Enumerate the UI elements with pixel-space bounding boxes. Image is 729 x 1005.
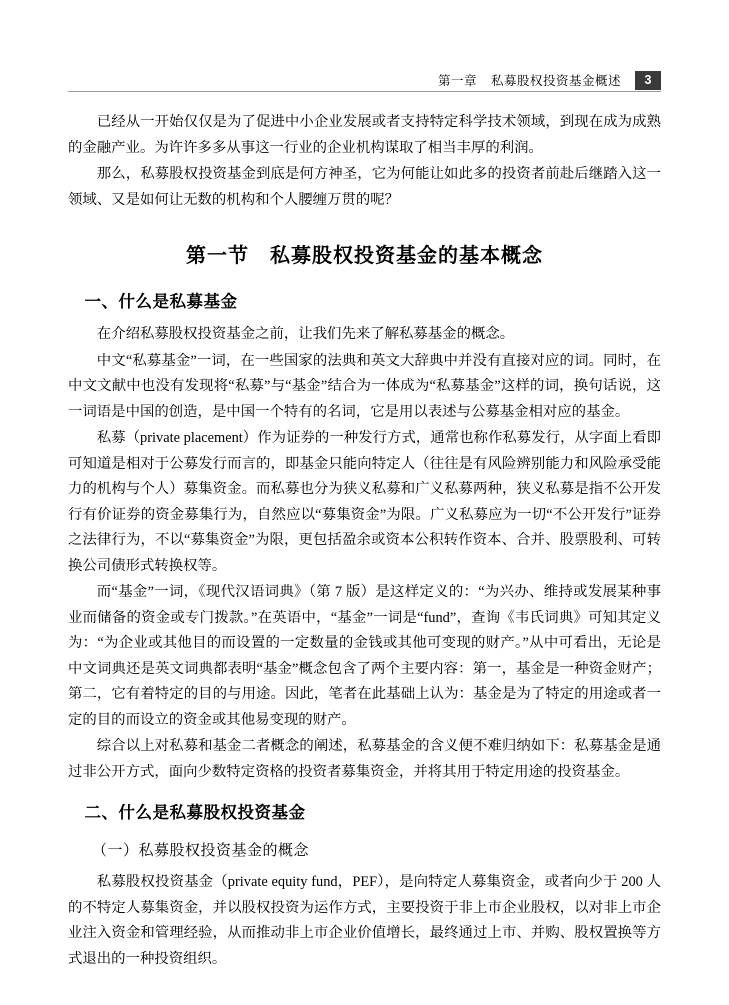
header-divider (68, 91, 661, 92)
paragraph: 那么，私募股权投资基金到底是何方神圣，它为何能让如此多的投资者前赴后继踏入这一领域、又是如何让无数的机构和个人腰缠万贯的呢？ (68, 166, 661, 208)
subheading-two: 二、什么是私募股权投资基金 (84, 804, 306, 822)
page-content (68, 110, 661, 973)
subsubheading-one: （一）私募股权投资基金的概念 (92, 843, 310, 859)
header-chapter-label: 第一章 (437, 74, 477, 88)
paragraph: 而“基金”一词，《现代汉语词典》（第 7 版）是这样定义的：“为兴办、维持或发展某种事业而储备的资金或专门拨款。”在英语中，“基金”一词是“fund”，查询《韦氏词典》可知其定义为：“为企业或其他目的而设置的一定数量的金钱或其他可变现的财产。”从中可看出，无论是中文词典还是英文词典都表明“基金”概念包含了两个主要内容：第一，基金是一种资金财产；第二，它有着特定的目的与用途。因此，笔者在此基础上认为：基金是为了特定的用途或者一定的目的而设立的资金或其他易变现的财产。 (68, 584, 661, 728)
paragraph: 私募股权投资基金（private equity fund，PEF），是向特定人募集资金，或者向少于 200 人的不特定人募集资金，并以股权投资为运作方式，主要投资于非上市企业股权，以对非上市企业注入资金和管理经验，从而推动非上市企业价值增长，最终通过上市、并购、股权置换等方式退出的一种投资组织。 (68, 874, 661, 967)
paragraph: 中文“私募基金”一词，在一些国家的法典和英文大辞典中并没有直接对应的词。同时，在中文文献中也没有发现将“私募”与“基金”结合为一体成为“私募基金”这样的词，换句话说，这一词语是中国的创造，是中国一个特有的名词，它是用以表述与公募基金相对应的基金。 (68, 352, 661, 420)
paragraph: 在介绍私募股权投资基金之前，让我们先来了解私募基金的概念。 (96, 326, 515, 342)
running-header (68, 70, 661, 92)
page-number-badge: 3 (635, 71, 661, 90)
section-title: 第一节 私募股权投资基金的基本概念 (186, 245, 543, 267)
paragraph: 私募（private placement）作为证券的一种发行方式，通常也称作私募发行，从字面上看即可知道是相对于公募发行而言的，即基金只能向特定人（往往是有风险辨别能力和风险承受能力的机构与个人）募集资金。而私募也分为狭义私募和广义私募两种，狭义私募是指不公开发行有价证券的资金募集行为，自然应以“募集资金”为限。广义私募应为一切“不公开发行”证券之法律行为，不以“募集资金”为限，更包括盈余或资本公积转作资本、合并、股票股利、可转换公司债形式转换权等。 (68, 430, 661, 574)
subheading-one: 一、什么是私募基金 (84, 293, 238, 311)
header-title-label: 私募股权投资基金概述 (490, 74, 621, 88)
paragraph: 已经从一开始仅仅是为了促进中小企业发展或者支持特定科学技术领域，到现在成为成熟的金融产业。为许许多多从事这一行业的企业机构谋取了相当丰厚的利润。 (68, 114, 661, 156)
paragraph: 综合以上对私募和基金二者概念的阐述，私募基金的含义便不难归纳如下：私募基金是通过非公开方式，面向少数特定资格的投资者募集资金，并将其用于特定用途的投资基金。 (68, 738, 661, 780)
